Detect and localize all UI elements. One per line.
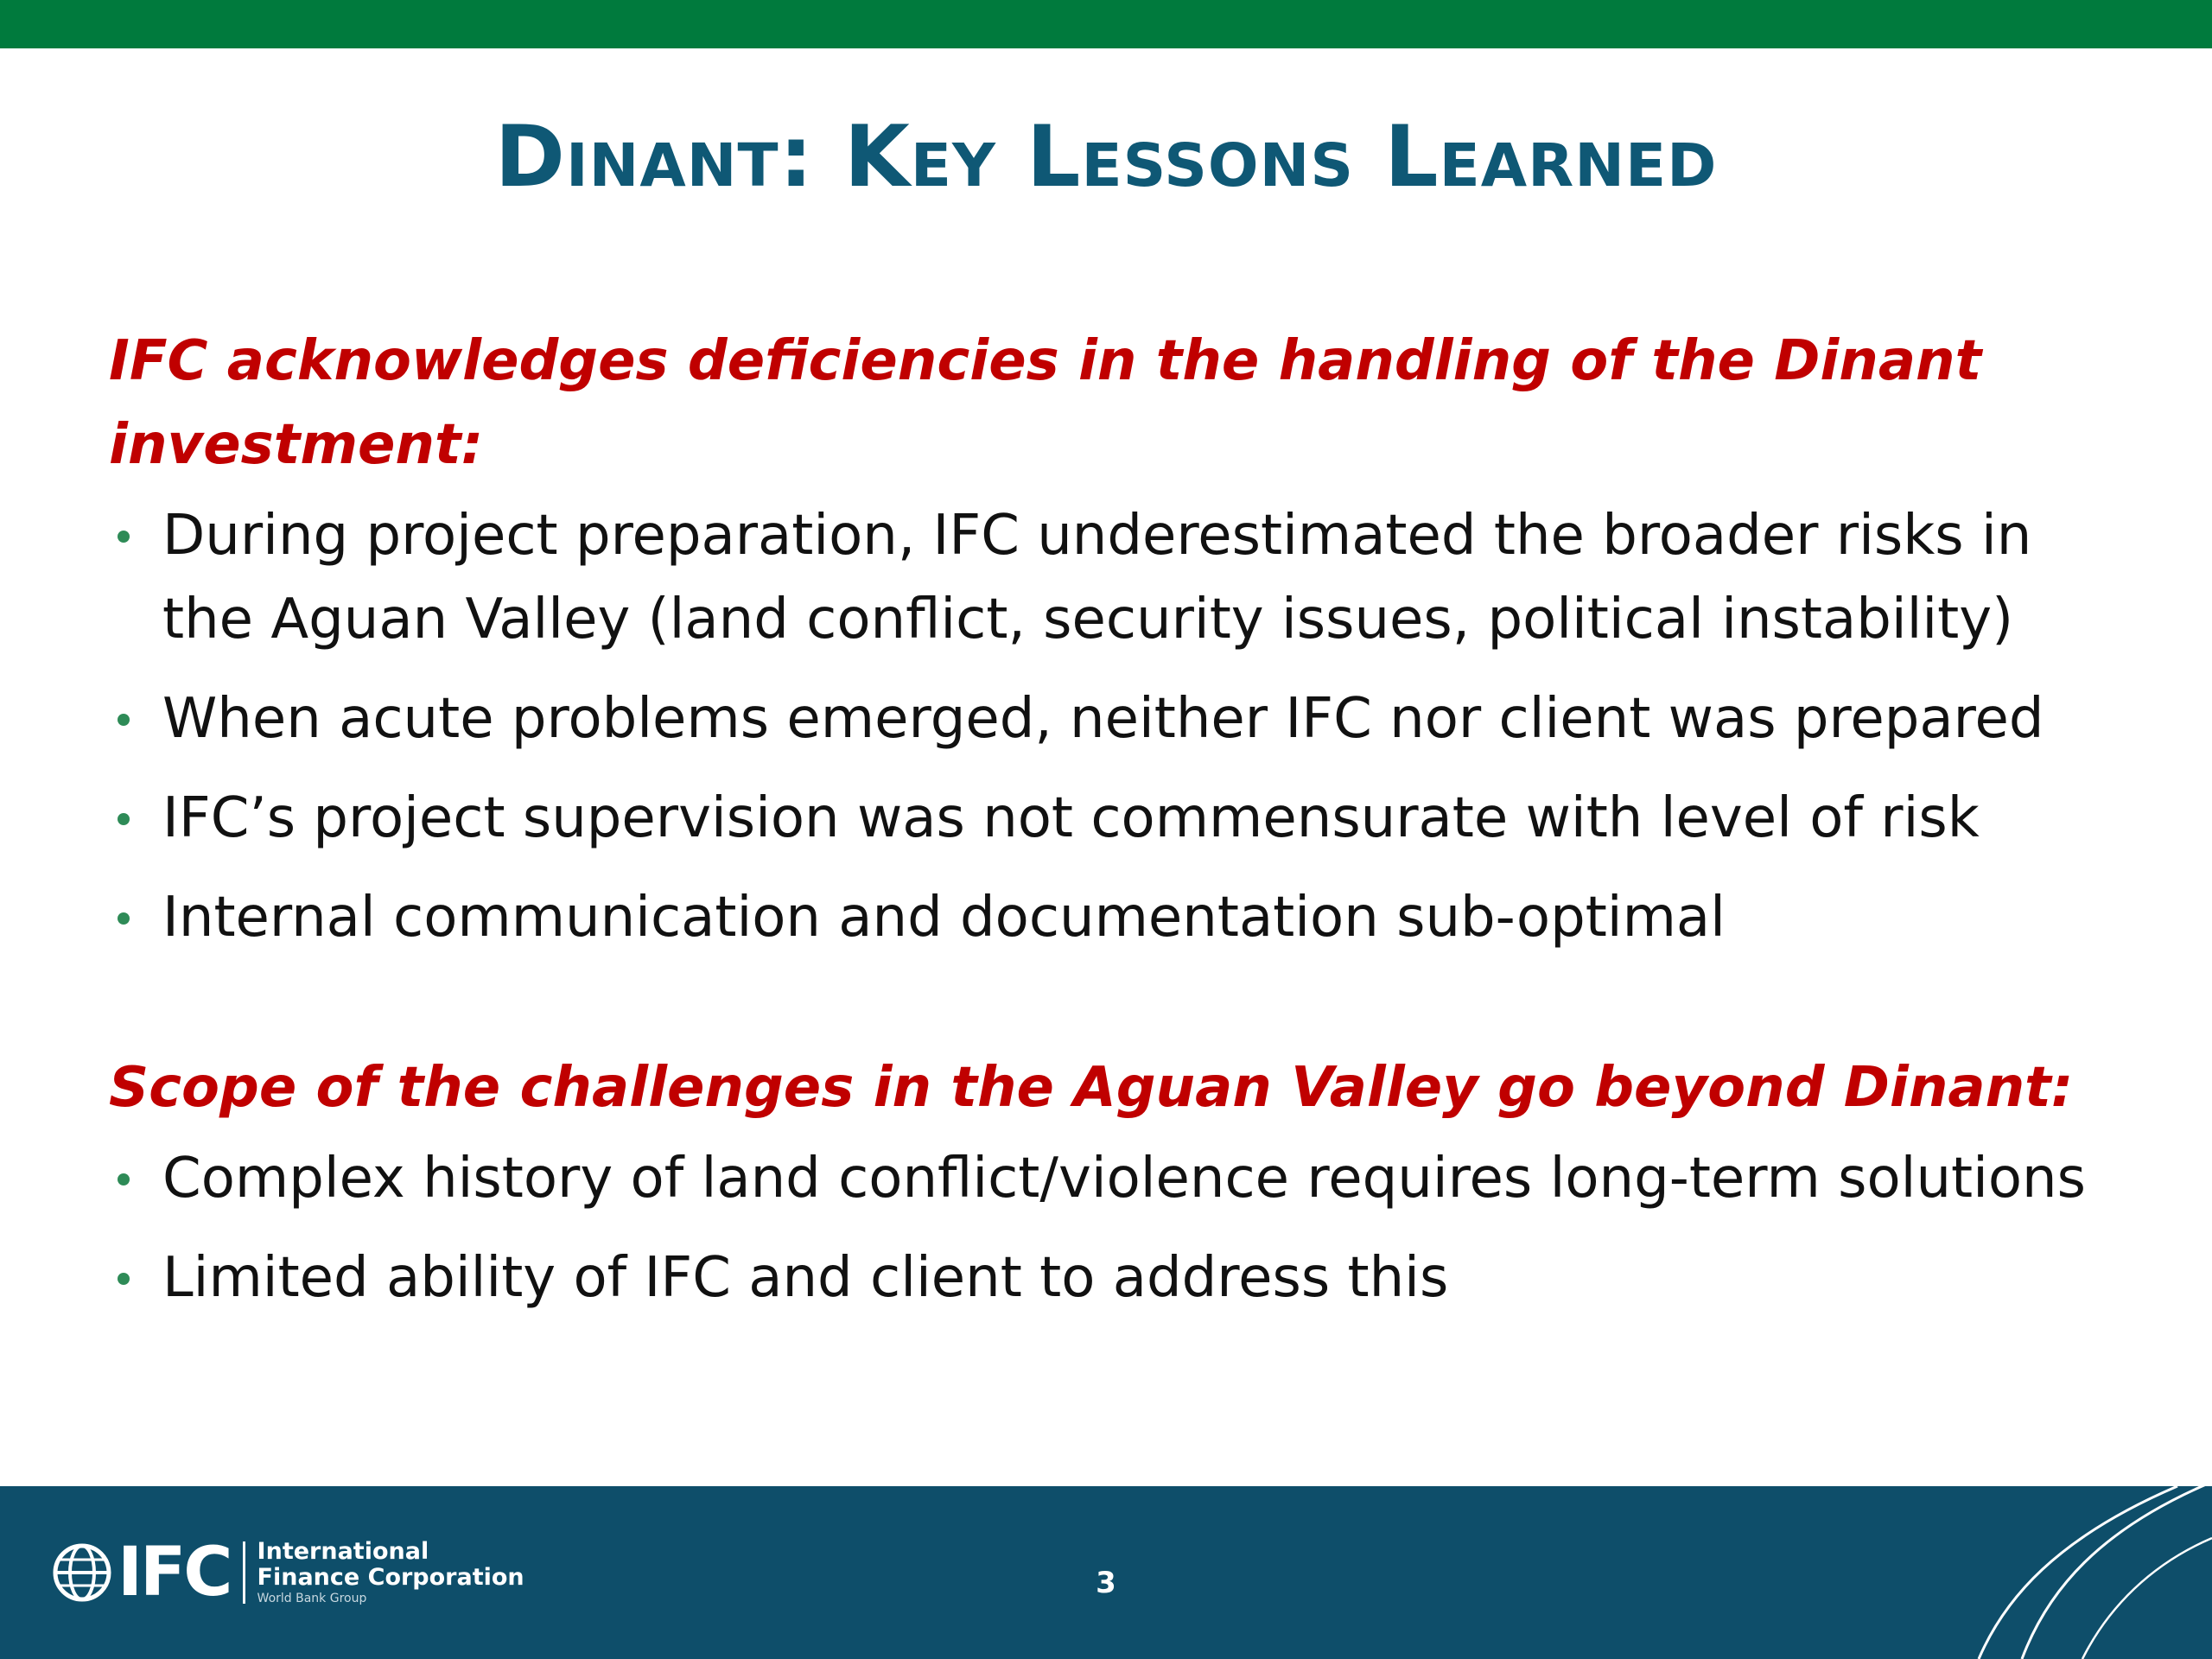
bullet-text: During project preparation, IFC underestimated the broader risks in the Aguan Valley (land conflict, security issues, political instability) <box>162 504 2032 652</box>
bullet-list <box>109 494 2122 960</box>
bullet-text: Limited ability of IFC and client to address this <box>162 1246 1449 1310</box>
bullet-text: When acute problems emerged, neither IFC nor client was prepared <box>162 687 2044 751</box>
top-accent-bar <box>0 0 2212 48</box>
section-deficiencies <box>109 320 2122 960</box>
bullet-text: Complex history of land conflict/violence requires long-term solutions <box>162 1147 2086 1211</box>
footer-bar <box>0 1486 2212 1659</box>
logo-mark: IFC <box>118 1534 231 1611</box>
bullet-item <box>109 1137 2122 1221</box>
section-scope <box>109 1046 2122 1320</box>
ifc-logo <box>52 1534 524 1611</box>
bullet-dot <box>118 1173 130 1185</box>
section-spacer <box>109 960 2122 1046</box>
bullet-text: IFC’s project supervision was not commensurate with level of risk <box>162 786 1980 850</box>
logo-subtitle: World Bank Group <box>257 1592 367 1605</box>
section-heading: Scope of the challenges in the Aguan Valley go beyond Dinant: <box>109 1056 2074 1120</box>
bullet-list <box>109 1137 2122 1320</box>
slide-title: Dinant: Key Lessons Learned <box>494 108 1718 207</box>
bullet-dot <box>118 1273 130 1285</box>
logo-name-line2: Finance Corporation <box>257 1564 524 1591</box>
page-number: 3 <box>1096 1566 1116 1600</box>
bullet-text: Internal communication and documentation sub-optimal <box>162 886 1726 950</box>
slide-content <box>109 320 2122 1320</box>
bullet-item <box>109 677 2122 761</box>
bullet-dot <box>118 531 130 543</box>
bullet-item <box>109 1236 2122 1320</box>
decorative-swoosh <box>1953 1486 2212 1659</box>
bullet-item <box>109 876 2122 960</box>
globe-icon <box>52 1542 112 1603</box>
section-heading: IFC acknowledges deficiencies in the handling of the Dinant investment: <box>109 329 1982 477</box>
bullet-dot <box>118 912 130 925</box>
logo-text <box>257 1539 524 1606</box>
logo-name-line1: International <box>257 1538 429 1565</box>
bullet-item <box>109 494 2122 662</box>
bullet-dot <box>118 813 130 825</box>
bullet-item <box>109 777 2122 861</box>
bullet-dot <box>118 714 130 726</box>
logo-divider <box>243 1541 245 1604</box>
